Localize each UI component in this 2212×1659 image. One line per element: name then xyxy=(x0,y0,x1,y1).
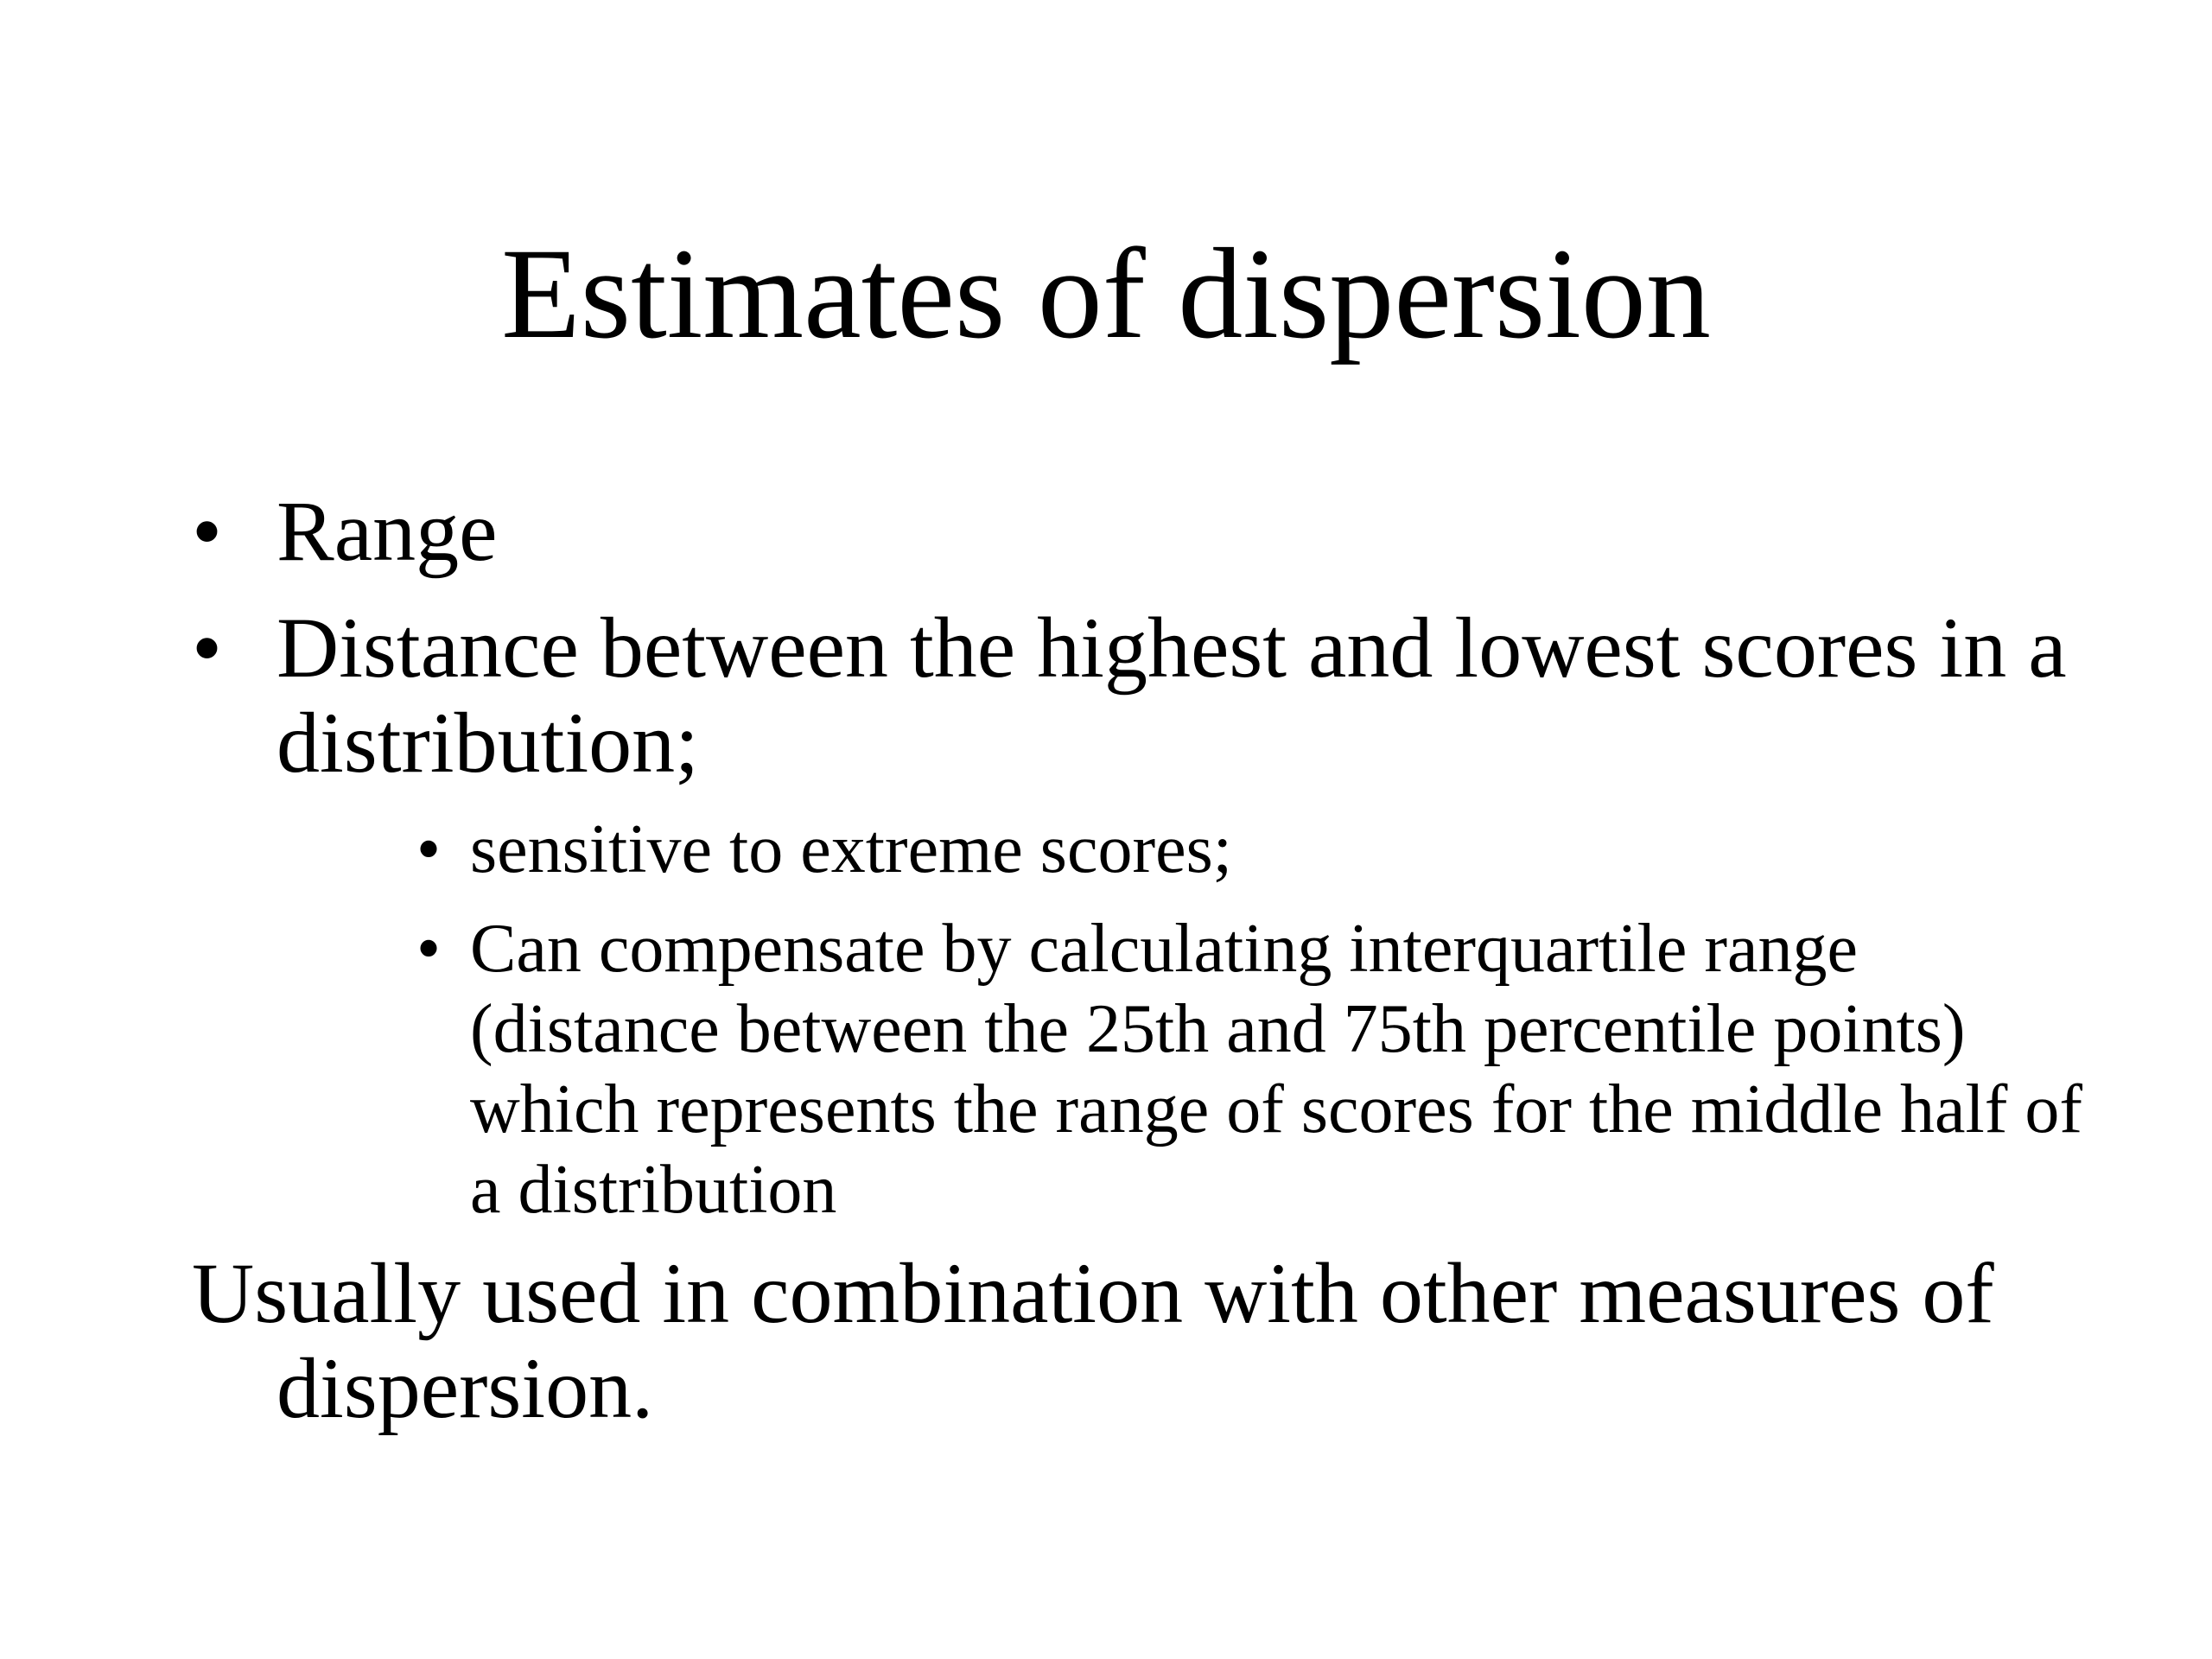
sub-bullet-sensitive xyxy=(192,810,2093,890)
sub-bullet-dot-icon: • xyxy=(416,811,442,887)
sub-bullet-text: sensitive to extreme scores; xyxy=(470,811,1232,887)
bullet-text: Distance between the highest and lowest scores in a distribution; xyxy=(276,600,2067,791)
closing-text: Usually used in combination with other measures of dispersion. xyxy=(192,1245,1994,1436)
sub-bullet-text: Can compensate by calculating interquartile range (distance between the 25th and 75th percentile points) which represents the range of scores for the middle half of a distribution xyxy=(470,911,2082,1228)
slide-body xyxy=(192,484,2093,1436)
bullet-dot-icon: • xyxy=(192,483,223,579)
bullet-text: Range xyxy=(276,483,498,579)
sub-bullet-interquartile xyxy=(192,909,2093,1230)
slide-title: Estimates of dispersion xyxy=(501,222,1711,365)
bullet-range xyxy=(192,484,2093,579)
sub-bullet-dot-icon: • xyxy=(416,911,442,987)
bullet-dot-icon: • xyxy=(192,600,223,696)
bullet-distance xyxy=(192,601,2093,791)
